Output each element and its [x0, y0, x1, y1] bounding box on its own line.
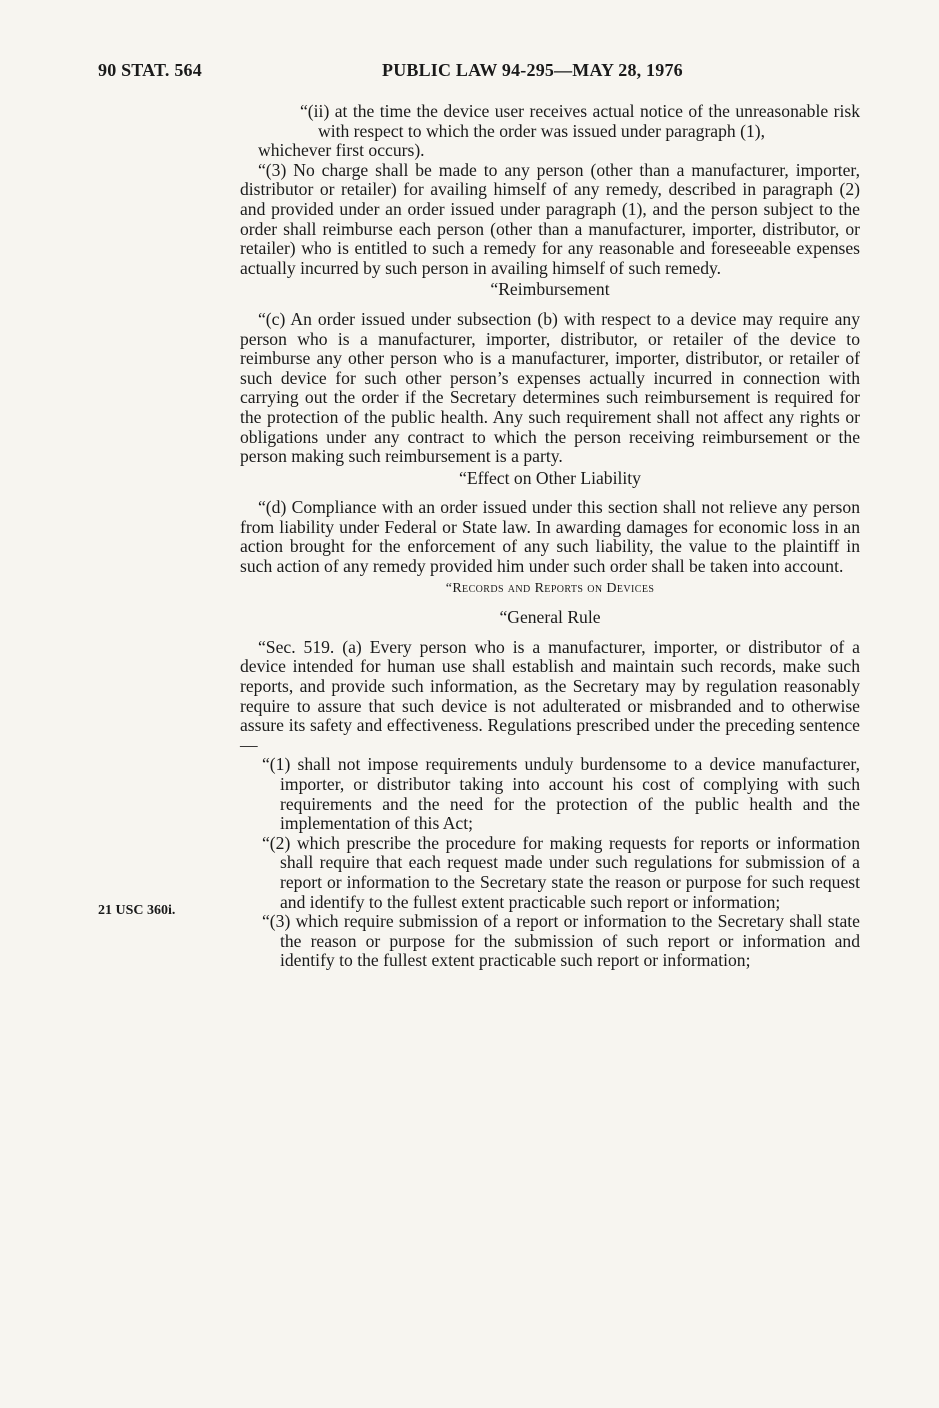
heading-general-rule: “General Rule	[499, 607, 601, 628]
running-header: PUBLIC LAW 94-295—MAY 28, 1976	[382, 60, 683, 80]
heading-records-reports: “Records and Reports on Devices	[445, 580, 655, 596]
paragraph-1: “(1) shall not impose requirements unduly burdensome to a device manufacturer, importer, or distributor taking into account his cost of complying with such requirements and the need for the protection of the public health and the implementation of this Act;	[262, 754, 860, 834]
paragraph-whichever: whichever first occurs).	[258, 140, 425, 161]
paragraph-ii: “(ii) at the time the device user receives actual notice of the unreasonable risk with respect to which the order was issued under paragraph (1),	[300, 101, 860, 141]
paragraph-c: “(c) An order issued under subsection (b) with respect to a device may require any person who is a manufacturer, importer, distributor, or retailer of the device to reimburse any other person who is a manufacturer, importer, distributor, or retailer of such device for such other person’s expenses actually incurred in connection with carrying out the order if the Secretary determines such reimbursement is required for the protection of the public health. Any such requirement shall not affect any rights or obligations under any contract to which the person receiving reimbursement or the person making such reimbursement is a party.	[240, 308, 860, 467]
body-text	[240, 102, 860, 971]
stat-page-number: 90 STAT. 564	[98, 60, 202, 80]
paragraph-sec-519: “Sec. 519. (a) Every person who is a manufacturer, importer, or distributor of a device intended for human use shall establish and maintain such records, make such reports, and provide such information, as the Secretary may by regulation reasonably require to assure that such device is not adulterated or misbranded and to otherwise assure its safety and effectiveness. Regulations prescribed under the preceding sentence—	[240, 636, 860, 755]
paragraph-d: “(d) Compliance with an order issued under this section shall not relieve any person from liability under Federal or State law. In awarding damages for economic loss in an action brought for the enforcement of any such liability, the value to the plaintiff in such action of any remedy provided him under such order shall be taken into account.	[240, 497, 860, 577]
paragraph-3: “(3) No charge shall be made to any person (other than a manufacturer, importer, distributor or retailer) for availing himself of any remedy, described in paragraph (2) and provided under an order issued under paragraph (1), and the person subject to the order shall reimburse each person (other than a manufacturer, importer, distributor, or retailer) who is entitled to such a remedy for any reasonable and foreseeable expenses actually incurred by such person in availing himself of such remedy.	[240, 159, 860, 278]
heading-effect-liability: “Effect on Other Liability	[459, 467, 641, 488]
paragraph-3-records: “(3) which require submission of a report or information to the Secretary shall state the reason or purpose for the submission of such report or information and identify to the fullest extent practicable such report or information;	[262, 911, 860, 971]
heading-reimbursement: “Reimbursement	[490, 279, 610, 300]
paragraph-2: “(2) which prescribe the procedure for making requests for reports or information shall require that each request made under such regulations for submission of a report or information to the Secretary state the reason or purpose for such request and identify to the fullest extent practicable such report or information;	[262, 832, 860, 912]
margin-citation: 21 USC 360i.	[98, 903, 176, 918]
